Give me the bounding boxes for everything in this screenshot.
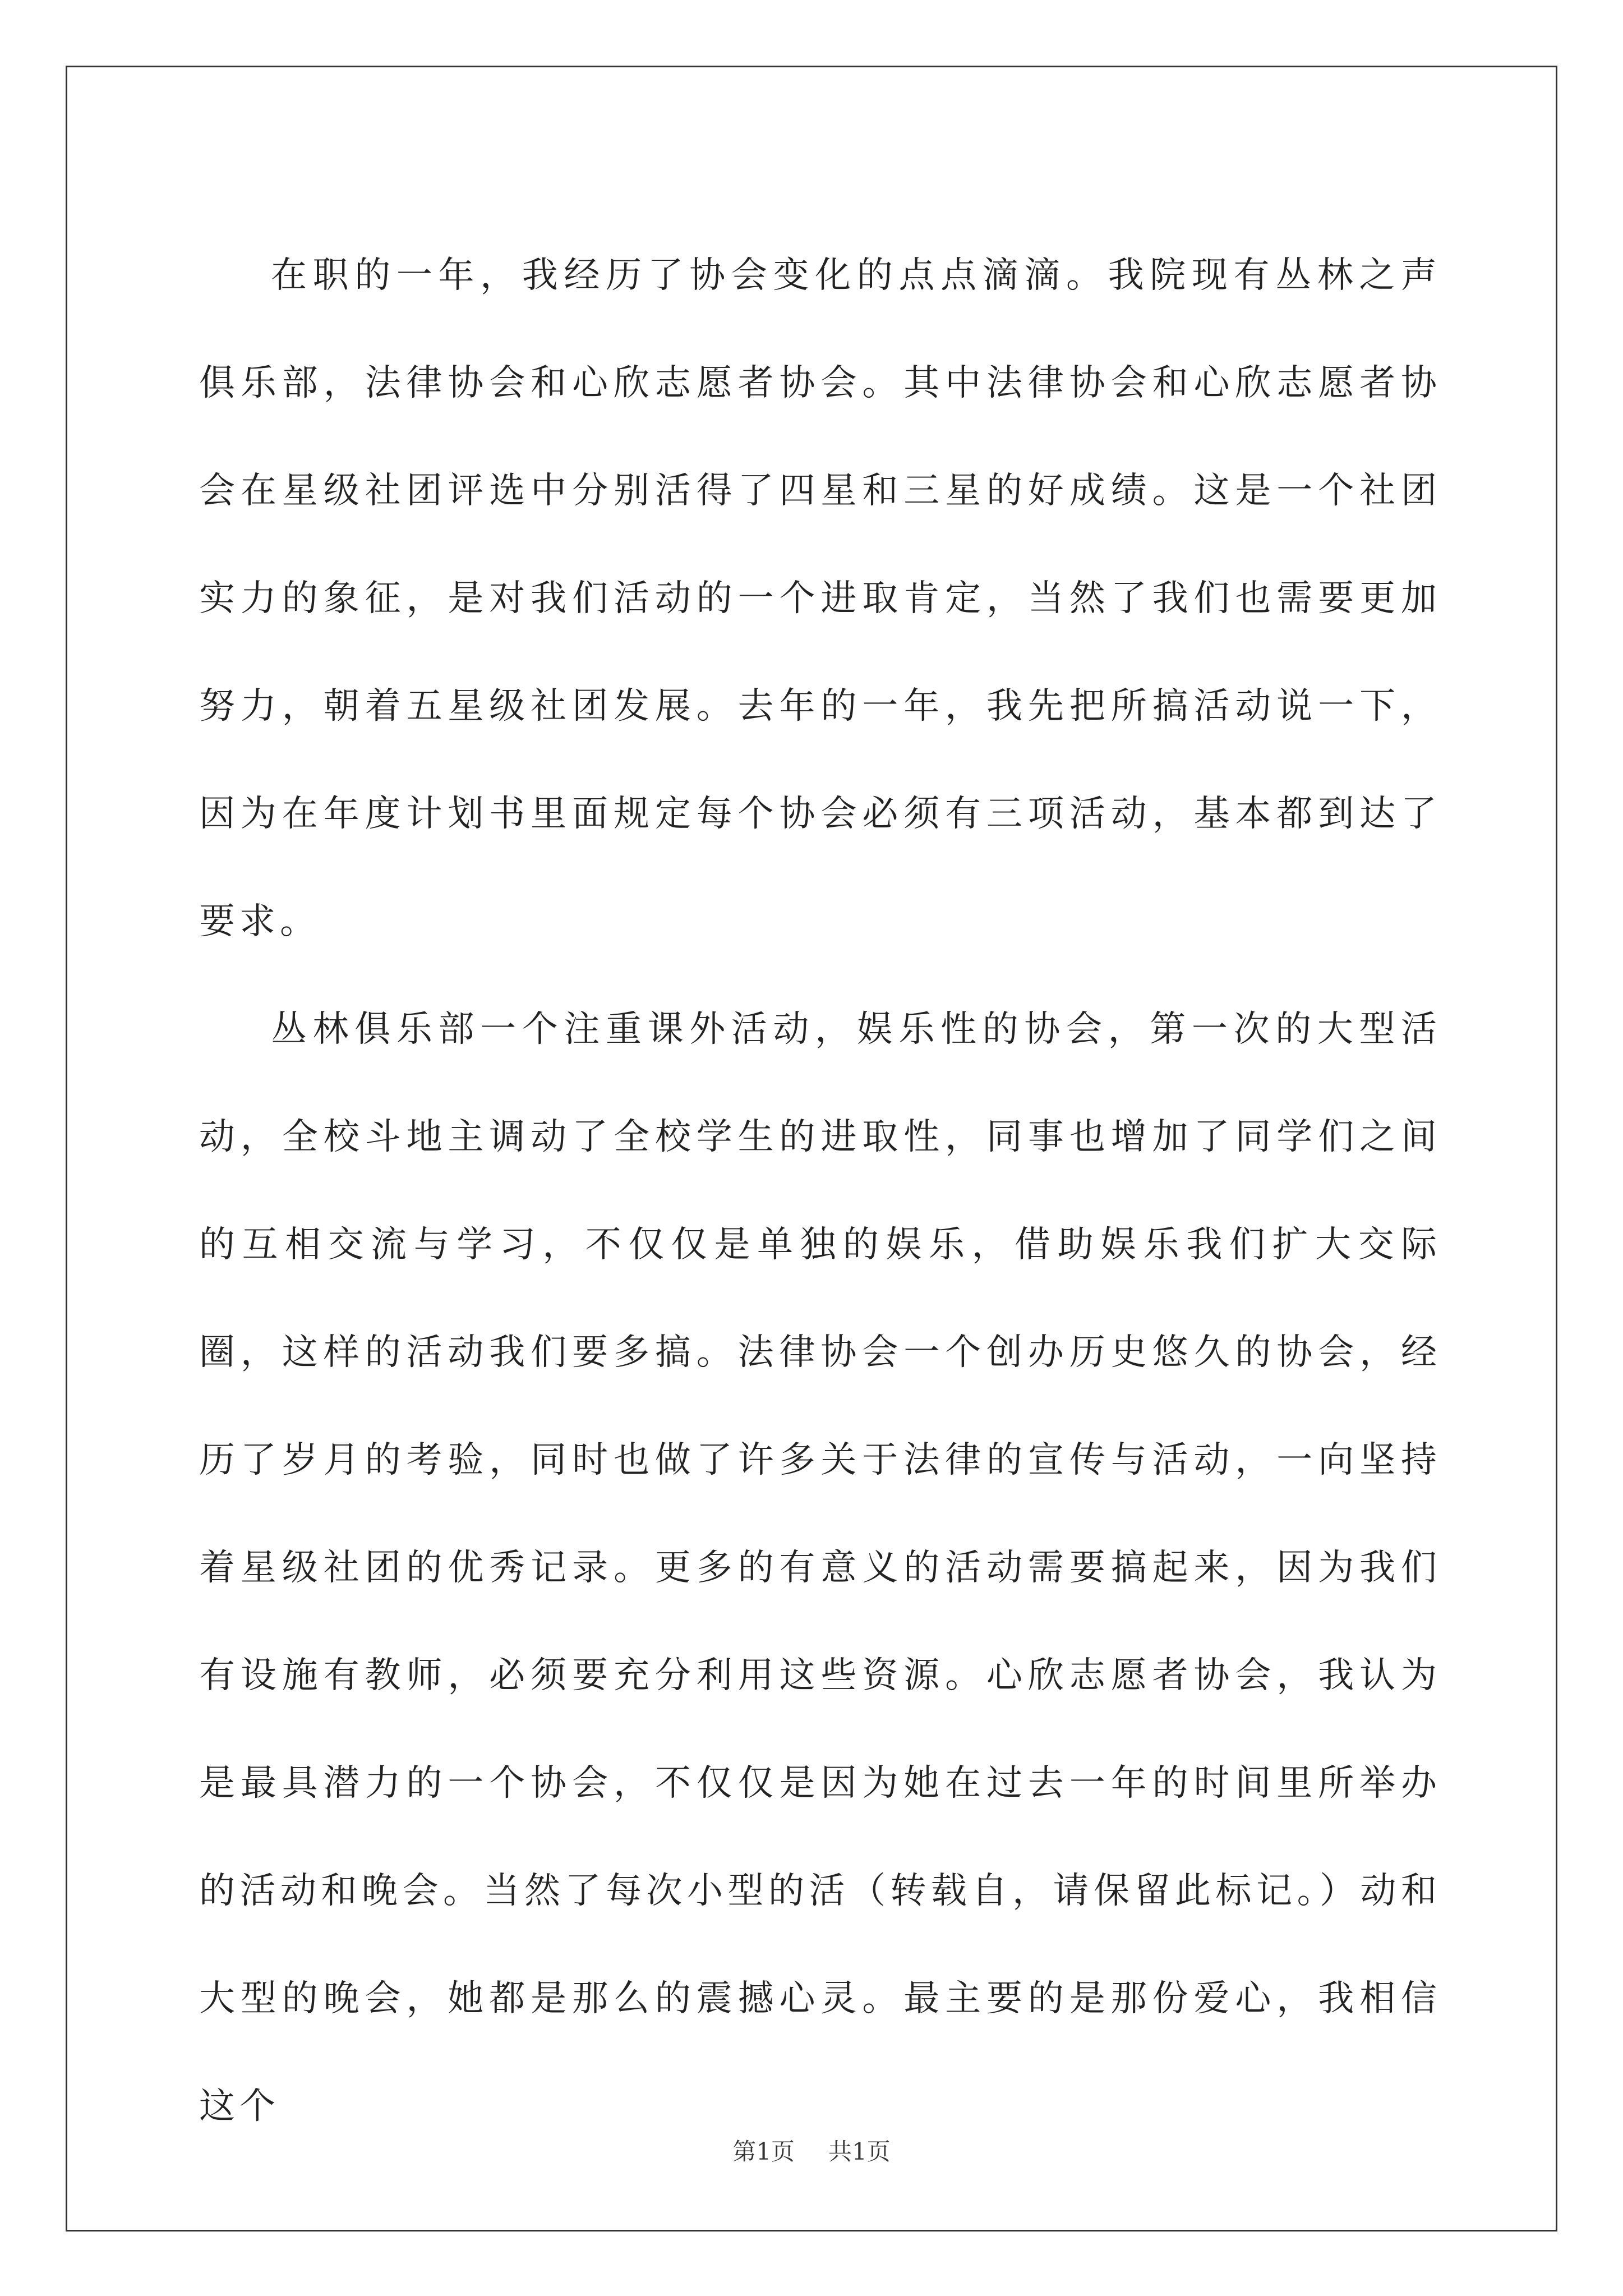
document-body	[199, 222, 1441, 2160]
paragraph-1: 在职的一年，我经历了协会变化的点点滴滴。我院现有丛林之声俱乐部，法律协会和心欣志愿者协会。其中法律协会和心欣志愿者协会在星级社团评选中分别活得了四星和三星的好成绩。这是一个社团实力的象征，是对我们活动的一个进取肯定，当然了我们也需要更加努力，朝着五星级社团发展。去年的一年，我先把所搞活动说一下，因为在年度计划书里面规定每个协会必须有三项活动，基本都到达了要求。	[199, 255, 1441, 942]
paragraph-2: 丛林俱乐部一个注重课外活动，娱乐性的协会，第一次的大型活动，全校斗地主调动了全校学生的进取性，同事也增加了同学们之间的互相交流与学习，不仅仅是单独的娱乐，借助娱乐我们扩大交际圈，这样的活动我们要多搞。法律协会一个创办历史悠久的协会，经历了岁月的考验，同时也做了许多关于法律的宣传与活动，一向坚持着星级社团的优秀记录。更多的有意义的活动需要搞起来，因为我们有设施有教师，必须要充分利用这些资源。心欣志愿者协会，我认为是最具潜力的一个协会，不仅仅是因为她在过去一年的时间里所举办的活动和晚会。当然了每次小型的活（转载自，请保留此标记。）动和大型的晚会，她都是那么的震撼心灵。最主要的是那份爱心，我相信这个	[199, 1009, 1441, 2127]
page-total: 共1页	[828, 2138, 891, 2165]
page-number: 第1页	[732, 2138, 795, 2165]
page-footer	[0, 2136, 1623, 2168]
